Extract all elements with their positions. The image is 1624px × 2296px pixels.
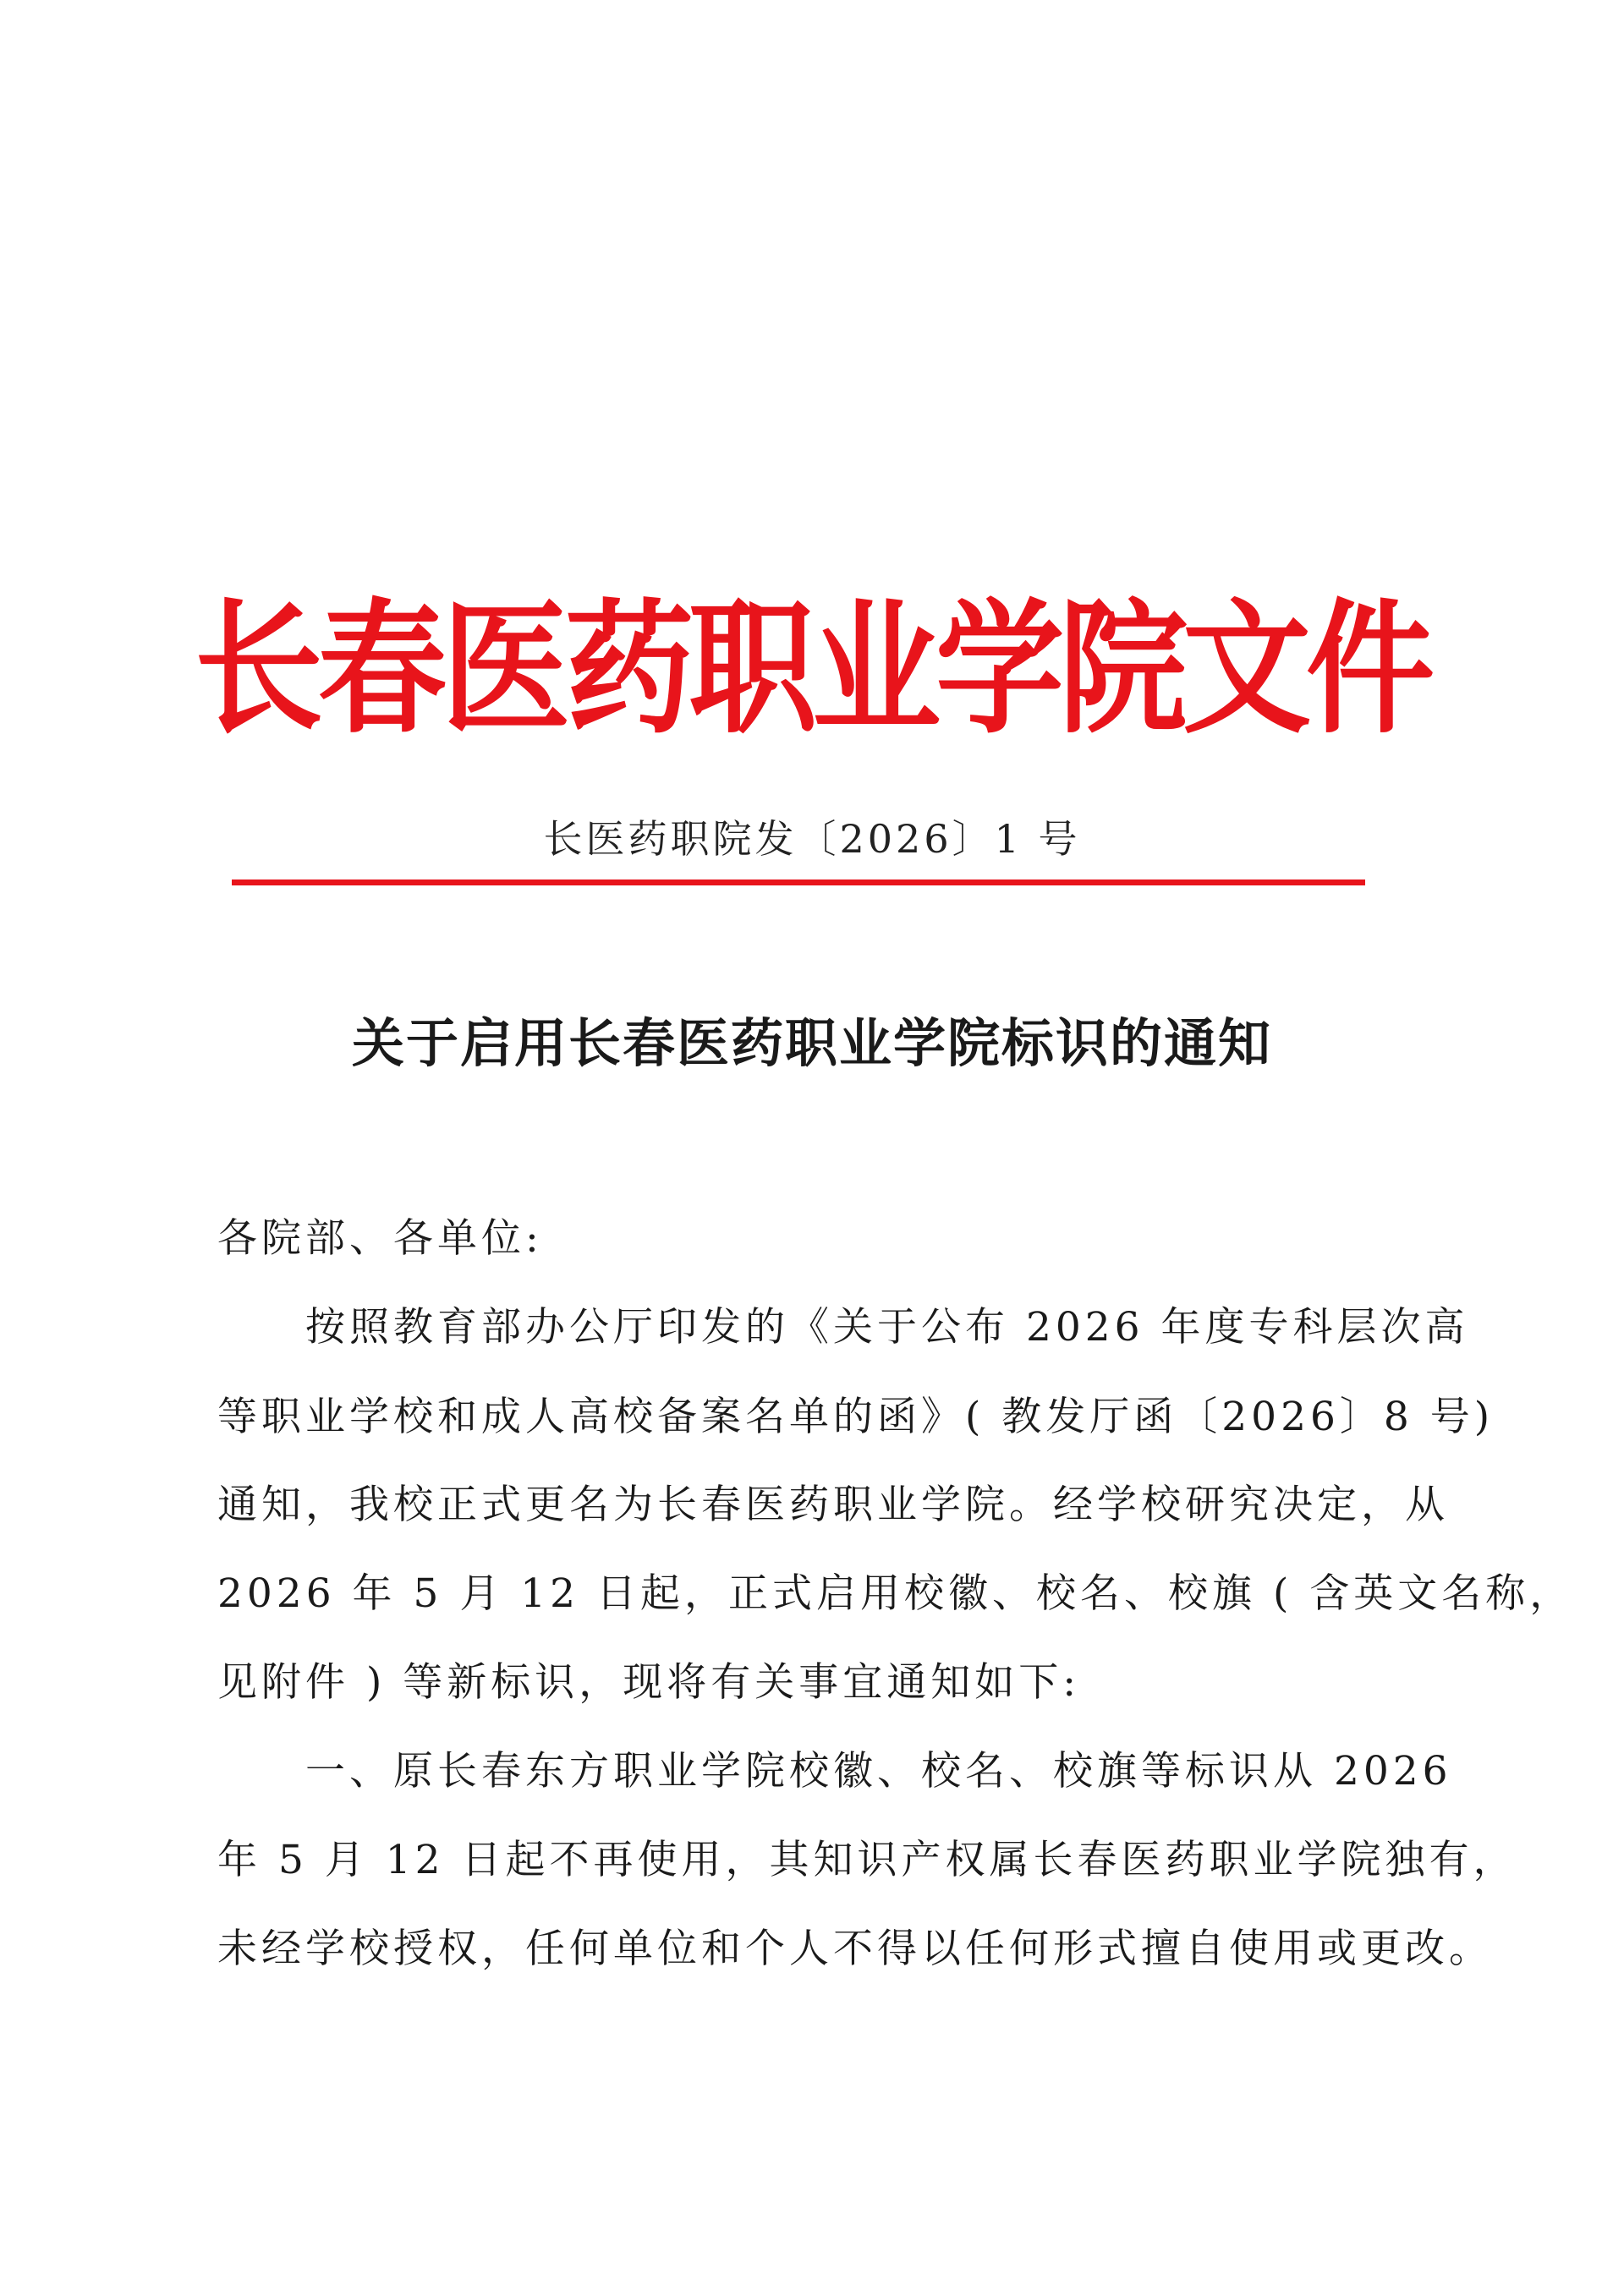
notice-title: 关于启用长春医药职业学院标识的通知 [351, 1012, 1272, 1074]
text-line: 通知，我校正式更名为长春医药职业学院。经学校研究决定，从 [217, 1482, 1449, 1528]
document-number: 长医药职院发〔2026〕1 号 [543, 816, 1081, 862]
red-separator-rule [232, 879, 1365, 885]
issuer-header: 长春医药职业学院文件 [195, 584, 1429, 753]
text-line: 按照教育部办公厅印发的《关于公布 2026 年度专科层次高 [305, 1304, 1469, 1351]
salutation: 各院部、各单位: [217, 1215, 543, 1262]
text-line: 见附件 ) 等新标识，现将有关事宜通知如下: [217, 1659, 1081, 1706]
text-line: 未经学校授权，任何单位和个人不得以任何形式擅自使用或更改。 [217, 1926, 1493, 1972]
text-line: 一、原长春东方职业学院校徽、校名、校旗等标识从 2026 [305, 1748, 1452, 1795]
text-line: 年 5 月 12 日起不再使用，其知识产权属长春医药职业学院独有， [217, 1837, 1517, 1883]
text-line: 2026 年 5 月 12 日起，正式启用校徽、校名、校旗 ( 含英文名称， [217, 1570, 1574, 1617]
text-line: 等职业学校和成人高校备案名单的函》( 教发厅函〔2026〕8 号) [217, 1394, 1495, 1440]
